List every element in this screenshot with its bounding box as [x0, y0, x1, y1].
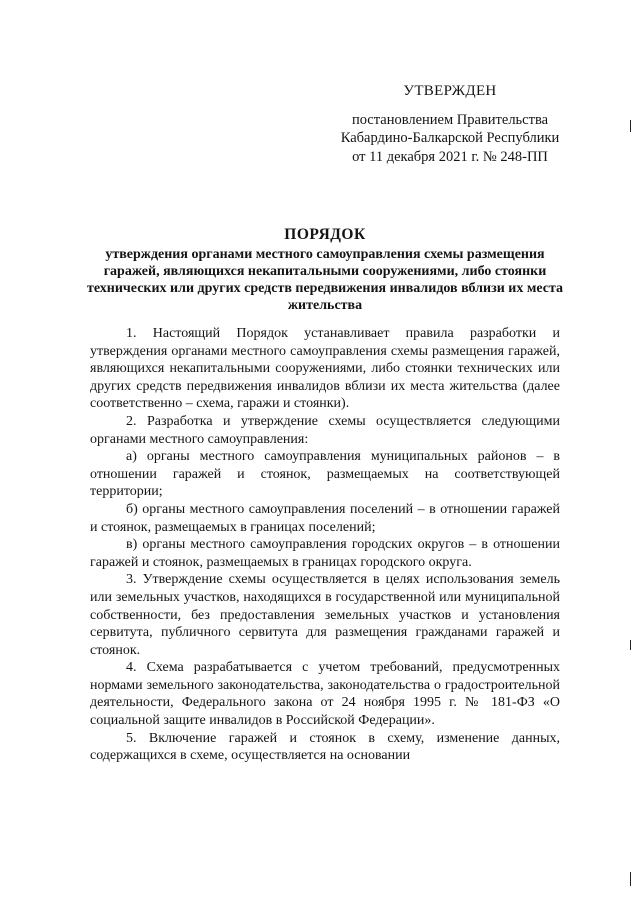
paragraph-2b: б) органы местного самоуправления поселений – в отношении гаражей и стоянок, размещаемых в границах поселений; [90, 501, 560, 535]
approval-line-1: постановлением Правительства [351, 111, 549, 128]
approval-title: УТВЕРЖДЕН [403, 83, 497, 99]
approval-line-3: от 11 декабря 2021 г. № 248-ПП [352, 148, 548, 165]
approval-stamp [325, 82, 575, 166]
paragraph-2c: в) органы местного самоуправления городских округов – в отношении гаражей и стоянок, размещаемых в границах городского округа. [90, 537, 560, 570]
paragraph-2: 2. Разработка и утверждение схемы осуществляется следующими органами местного самоуправления: [90, 413, 560, 447]
paragraph-4: 4. Схема разрабатывается с учетом требований, предусмотренных нормами земельного законодательства, законодательства о градостроительной деятельности, Федерального закона от 24 ноября 1995 г. № 181-ФЗ «О социальной защите инвалидов в Российской Федерации». [90, 660, 560, 729]
approval-line-2: Кабардино-Балкарской Республики [340, 130, 560, 146]
paragraph-5: 5. Включение гаражей и стоянок в схему, изменение данных, содержащихся в схеме, осуществляется на основании [90, 730, 560, 764]
document-body [90, 325, 560, 765]
scan-edge-mark [630, 640, 631, 650]
document-subtitle: утверждения органами местного самоуправления схемы размещения гаражей, являющихся некапитальными сооружениями, либо стоянки технических или других средств передвижения инвалидов вблизи их места жительства [86, 247, 564, 313]
paragraph-3: 3. Утверждение схемы осуществляется в целях использования земель или земельных участков, находящихся в государственной или муниципальной собственности, без предоставления земельных участков и установления сервитута, публичного сервитута для размещения гражданами гаражей и стоянок. [90, 572, 560, 658]
scan-edge-mark [630, 872, 631, 886]
document-title: ПОРЯДОК [284, 226, 366, 243]
scan-edge-mark [630, 120, 631, 132]
paragraph-1: 1. Настоящий Порядок устанавливает правила разработки и утверждения органами местного самоуправления схемы размещения гаражей, являющихся некапитальными сооружениями, либо стоянки технических или других средств передвижения инвалидов вблизи их места жительства (далее соответственно – схема, гаражи и стоянки). [90, 326, 560, 412]
paragraph-2a: а) органы местного самоуправления муниципальных районов – в отношении гаражей и стоянок, размещаемых на соответствующей территории; [90, 449, 560, 500]
